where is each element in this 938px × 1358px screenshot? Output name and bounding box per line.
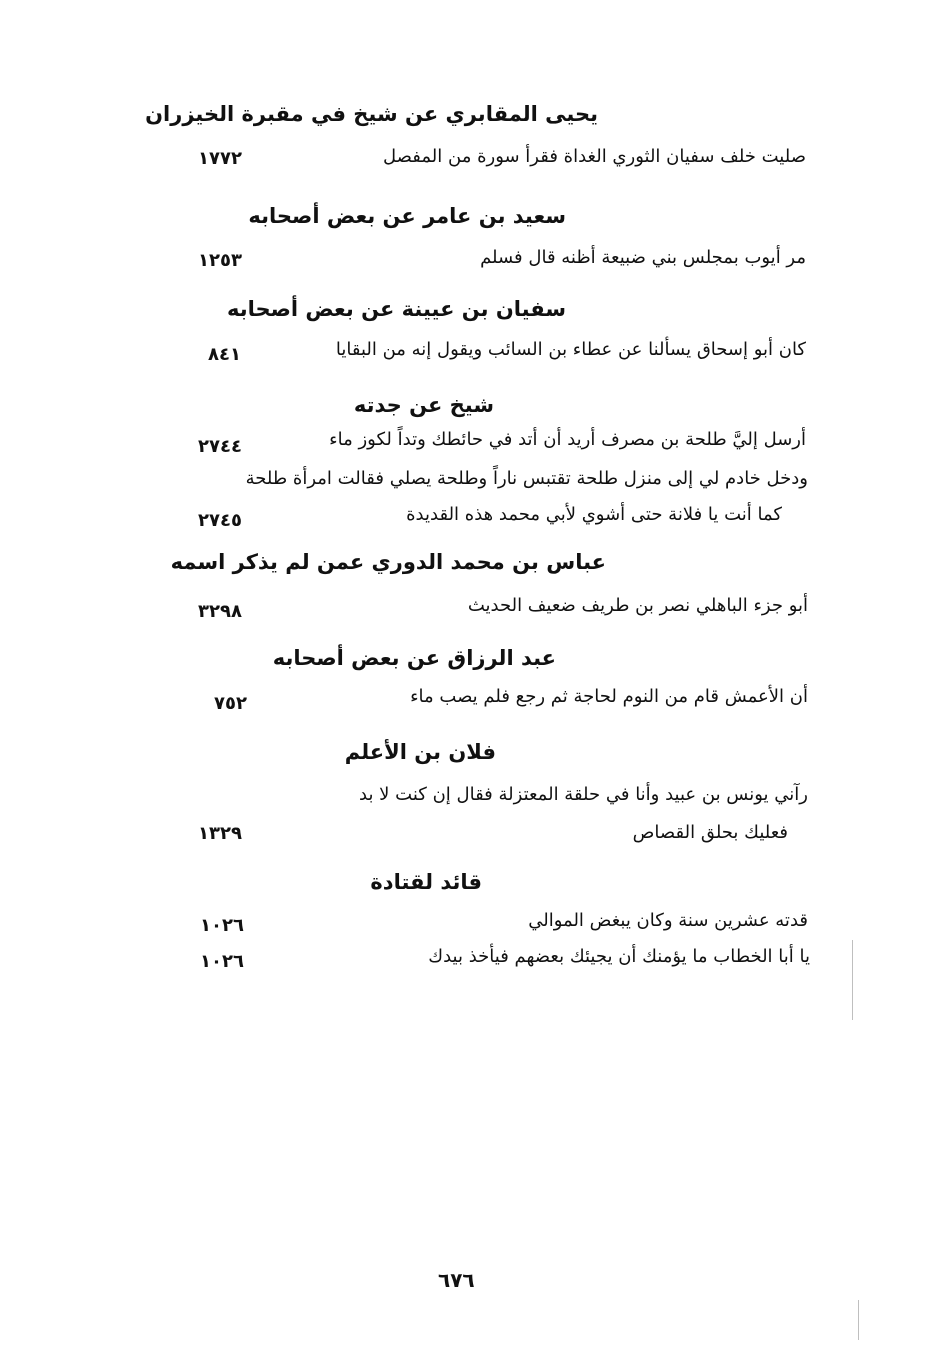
section-heading: عباس بن محمد الدوري عمن لم يذكر اسمه: [170, 550, 606, 574]
entry-reference-number: ٨٤١: [208, 344, 241, 365]
entry-reference-number: ٢٧٤٥: [198, 510, 242, 531]
section-heading: قائد لقتادة: [370, 870, 482, 894]
section-heading: سفيان بن عيينة عن بعض أصحابه: [226, 297, 566, 321]
entry-text: أرسل إليَّ طلحة بن مصرف أريد أن أتد في حائطك وتداً لكوز ماء: [329, 429, 806, 450]
entry-text: كان أبو إسحاق يسألنا عن عطاء بن السائب ويقول إنه من البقايا: [335, 339, 806, 360]
entry-text: مر أيوب بمجلس بني ضبيعة أظنه قال فسلم: [480, 247, 806, 268]
entry-text: ودخل خادم لي إلى منزل طلحة تقتبس ناراً وطلحة يصلي فقالت امرأة طلحة: [245, 468, 808, 489]
entry-text: صليت خلف سفيان الثوري الغداة فقرأ سورة من المفصل: [383, 146, 806, 167]
section-heading: شيخ عن جدته: [353, 393, 494, 417]
entry-reference-number: ١٠٢٦: [200, 915, 244, 936]
page-number: ٦٧٦: [438, 1268, 475, 1292]
entry-reference-number: ١٠٢٦: [200, 951, 244, 972]
section-heading: سعيد بن عامر عن بعض أصحابه: [248, 204, 566, 228]
entry-reference-number: ١٢٥٣: [198, 250, 242, 271]
scan-edge-mark: [858, 1300, 859, 1340]
entry-text: أبو جزء الباهلي نصر بن طريف ضعيف الحديث: [467, 595, 808, 616]
entry-text: رآني يونس بن عبيد وأنا في حلقة المعتزلة فقال إن كنت لا بد: [359, 784, 808, 805]
section-heading: عبد الرزاق عن بعض أصحابه: [272, 646, 556, 670]
section-heading: يحيى المقابري عن شيخ في مقبرة الخيزران: [145, 102, 598, 126]
entry-reference-number: ٣٢٩٨: [198, 601, 242, 622]
entry-text: قدته عشرين سنة وكان يبغض الموالي: [528, 910, 808, 931]
entry-reference-number: ٧٥٢: [214, 693, 247, 714]
entry-text-continuation: فعليك بحلق القصاص: [632, 822, 788, 843]
entry-reference-number: ٢٧٤٤: [198, 436, 242, 457]
entry-text-continuation: كما أنت يا فلانة حتى أشوي لأبي محمد هذه القديدة: [406, 504, 782, 525]
section-heading: فلان بن الأعلم: [344, 740, 496, 764]
entry-reference-number: ١٧٧٢: [198, 148, 242, 169]
entry-reference-number: ١٣٢٩: [198, 823, 242, 844]
entry-text: أن الأعمش قام من النوم لحاجة ثم رجع فلم يصب ماء: [410, 686, 808, 707]
scan-edge-mark: [852, 940, 853, 1020]
entry-text: يا أبا الخطاب ما يؤمنك أن يجيئك بعضهم فيأخذ بيدك: [428, 946, 810, 967]
